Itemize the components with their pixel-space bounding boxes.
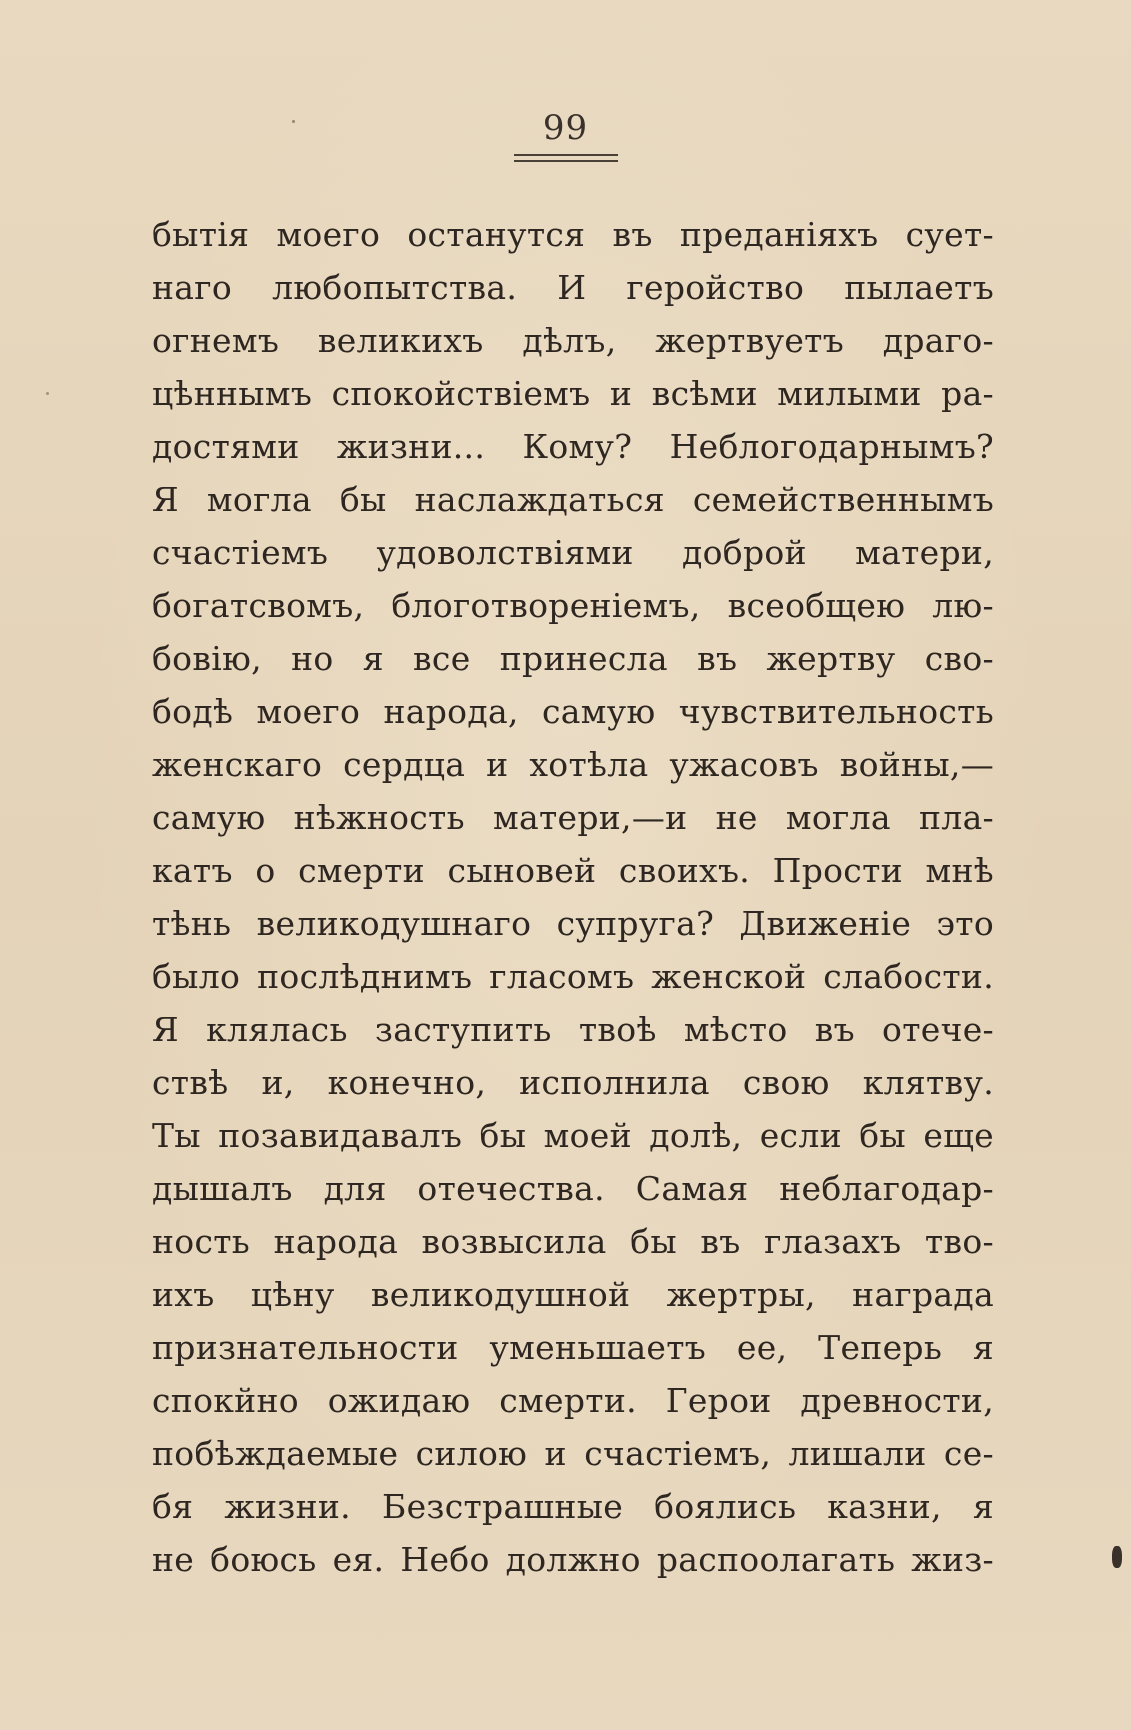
- text-line: бодѣ моего народа, самую чувствительность: [152, 692, 994, 731]
- text-line: цѣннымъ спокойствіемъ и всѣми милыми ра-: [152, 374, 994, 413]
- header-double-rule: [514, 154, 618, 162]
- text-line: ствѣ и, конечно, исполнила свою клятву.: [152, 1063, 994, 1102]
- text-line: самую нѣжность матери,—и не могла пла-: [152, 798, 994, 837]
- text-line: дышалъ для отечества. Самая неблагодар-: [152, 1169, 994, 1208]
- text-line: Я клялась заступить твоѣ мѣсто въ отече-: [152, 1010, 994, 1049]
- paper-speck: [46, 392, 49, 395]
- text-line: признательности уменьшаетъ ее, Теперь я: [152, 1328, 994, 1367]
- text-line: Я могла бы наслаждаться семейственнымъ: [152, 480, 994, 519]
- paper-speck: [292, 120, 295, 123]
- text-line: достями жизни... Кому? Неблогодарнымъ?: [152, 427, 994, 466]
- text-line: катъ о смерти сыновей своихъ. Прости мнѣ: [152, 851, 994, 890]
- text-line: счастіемъ удоволствіями доброй матери,: [152, 533, 994, 572]
- text-line: бытія моего останутся въ преданіяхъ сует-: [152, 215, 994, 254]
- text-line: наго любопытства. И геройство пылаетъ: [152, 268, 994, 307]
- text-line: богатсвомъ, блоготвореніемъ, всеобщею лю-: [152, 586, 994, 625]
- text-line: спокйно ожидаю смерти. Герои древности,: [152, 1381, 994, 1420]
- text-line: Ты позавидавалъ бы моей долѣ, если бы еще: [152, 1116, 994, 1155]
- page-number: 99: [542, 108, 589, 148]
- paper-speck: [1112, 1546, 1122, 1568]
- text-line: тѣнь великодушнаго супруга? Движеніе это: [152, 904, 994, 943]
- text-line: бя жизни. Безстрашные боялись казни, я: [152, 1487, 994, 1526]
- text-line: ность народа возвысила бы въ глазахъ тво-: [152, 1222, 994, 1261]
- text-line: ихъ цѣну великодушной жертры, награда: [152, 1275, 994, 1314]
- text-line: огнемъ великихъ дѣлъ, жертвуетъ драго-: [152, 321, 994, 360]
- text-line: было послѣднимъ гласомъ женской слабости.: [152, 957, 994, 996]
- text-line: женскаго сердца и хотѣла ужасовъ войны,—: [152, 745, 994, 784]
- text-line: побѣждаемые силою и счастіемъ, лишали се-: [152, 1434, 994, 1473]
- page-header: [0, 108, 1131, 162]
- text-line: не боюсь ея. Небо должно распоолагать жиз-: [152, 1540, 994, 1579]
- text-line: бовію, но я все принесла въ жертву сво-: [152, 639, 994, 678]
- body-text: [152, 208, 994, 1586]
